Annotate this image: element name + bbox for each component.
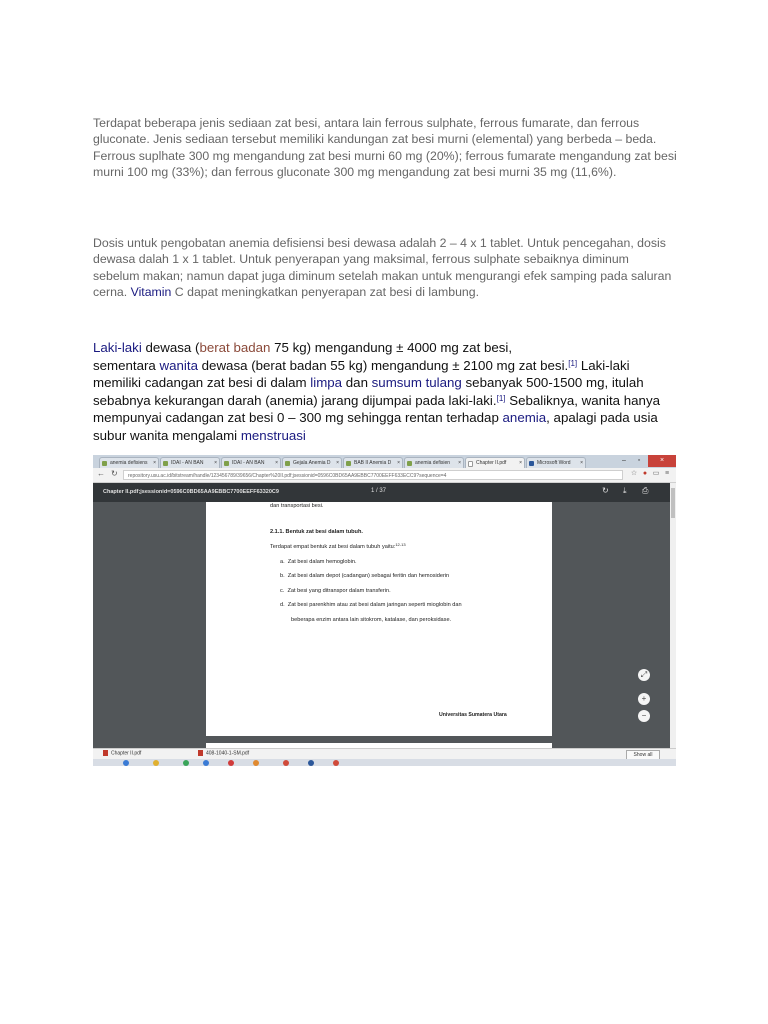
page-footer: Universitas Sumatera Utara (439, 712, 507, 718)
reference-link[interactable]: [1] (568, 358, 578, 368)
star-icon[interactable]: ☆ (630, 470, 638, 477)
intro-reference: 12-13 (395, 542, 406, 547)
text-segment: Sebaliknya, wanita hanya mempunyai cadangan zat besi 0 – 300 mg sehingga rentan terhadap (93, 392, 660, 425)
rotate-icon[interactable]: ↻ (602, 486, 609, 495)
print-icon[interactable]: ⎙ (642, 486, 649, 495)
taskbar-app-icon[interactable] (333, 760, 339, 766)
tab-label: Gejala Anemia D (293, 460, 331, 466)
tab-close-icon[interactable]: × (458, 460, 461, 466)
url-input[interactable]: repository.usu.ac.id/bitstream/handle/123456789/39656/Chapter%20II.pdf;jsessionid=0596C0BD65AA9EBBC7700EEFF633ECC9?sequence=4 (123, 470, 623, 480)
text-segment: , apalagi pada usia subur wanita mengalami (93, 410, 658, 443)
pdf-scrollbar[interactable] (670, 483, 676, 752)
taskbar-app-icon[interactable] (153, 760, 159, 766)
link-vitamin[interactable]: Vitamin (130, 284, 172, 299)
list-item-b (280, 573, 449, 579)
browser-tab-active[interactable] (465, 457, 525, 468)
browser-tab[interactable] (99, 457, 159, 468)
tab-favicon (224, 461, 229, 466)
text-segment: sebanyak 500-1500 mg, itulah sebabnya kekurangan darah (anemia) jarang dijumpai pada laki-laki. (93, 375, 644, 408)
browser-tab[interactable] (282, 457, 342, 468)
pdf-file-title: Chapter II.pdf;jsessionid=0596C0BD65AA9EBBC7700EEFF63320C9 (103, 489, 279, 495)
tab-close-icon[interactable]: × (214, 460, 217, 466)
taskbar-app-icon[interactable] (283, 760, 289, 766)
download-filename: 408-1040-1-SM.pdf (206, 750, 250, 757)
browser-tab[interactable] (221, 457, 281, 468)
link-laki-laki[interactable]: Laki-laki (93, 340, 142, 355)
link-sumsum-tulang[interactable]: sumsum tulang (371, 375, 462, 390)
browser-address-bar (93, 468, 676, 483)
section-heading: 2.1.1. Bentuk zat besi dalam tubuh. (270, 529, 363, 535)
text-segment: dewasa ( (141, 340, 200, 355)
list-item-c (280, 588, 391, 594)
pdf-file-icon (103, 750, 108, 756)
browser-tab[interactable] (404, 457, 464, 468)
download-icon[interactable]: ⤓ (623, 486, 627, 495)
fit-page-icon[interactable]: ⤢ (638, 669, 650, 681)
zoom-in-icon[interactable]: + (638, 693, 650, 705)
tab-favicon (468, 461, 473, 467)
tab-label: anemia defisien (415, 460, 451, 466)
taskbar-app-icon[interactable] (183, 760, 189, 766)
list-item-text: Zat besi dalam depot (cadangan) sebagai feritin dan hemosiderin (287, 573, 450, 579)
download-filename: Chapter II.pdf (111, 750, 142, 757)
browser-tab[interactable] (160, 457, 220, 468)
tab-favicon (102, 461, 107, 466)
tab-close-icon[interactable]: × (580, 460, 583, 466)
pdf-page (206, 502, 552, 736)
text-segment: 75 kg) mengandung ± 4000 mg zat besi, (270, 340, 513, 355)
page-fragment-text: dan transportasi besi. (270, 503, 324, 509)
link-anemia[interactable]: anemia (502, 410, 547, 425)
pdf-file-icon (198, 750, 203, 756)
tab-favicon (407, 461, 412, 466)
tab-label: IDAI - AN BAN (171, 460, 204, 466)
paragraph-iron-preparations: Terdapat beberapa jenis sediaan zat besi, antara lain ferrous sulphate, ferrous fumarate, dan ferrous gluconate. Jenis sediaan tersebut memiliki kandungan zat besi murni (elemental) yang berbeda – beda. Ferrous suplhate 300 mg mengandung zat besi murni 60 mg (20%); ferrous fumarate mengandung zat besi murni 100 mg (33%); dan ferrous gluconate 300 mg mengandung zat besi murni 35 mg (11,6%). (93, 116, 677, 179)
back-icon[interactable]: ← (97, 469, 105, 478)
tab-close-icon[interactable]: × (336, 460, 339, 466)
show-all-button[interactable]: Show all (626, 750, 660, 760)
dosage-text-a: Dosis untuk pengobatan anemia defisiensi besi dewasa adalah 2 – 4 x 1 tablet. Untuk pencegahan, dosis dewasa dalah 1 x 1 tablet. Untuk penyerapan yang maksimal, ferrous sulphate sebaiknya diminum sebelum makan; namun dapat juga diminum setelah makan untuk mengurangi efek samping pada saluran cerna. (93, 236, 672, 299)
tab-close-icon[interactable]: × (397, 460, 400, 466)
list-item-text: Zat besi parenkhim atau zat besi dalam jaringan seperti mioglobin dan (287, 602, 462, 608)
taskbar-app-icon[interactable] (308, 760, 314, 766)
list-item-d-continued: beberapa enzim antara lain sitokrom, katalase, dan peroksidase. (291, 617, 452, 623)
list-marker: d. (280, 602, 285, 608)
tab-label: BAB II Anemia D (354, 460, 392, 466)
os-taskbar (93, 759, 676, 766)
tab-close-icon[interactable]: × (153, 460, 156, 466)
tab-favicon (346, 461, 351, 466)
pdf-page-indicator: 1 / 37 (371, 488, 387, 494)
taskbar-app-icon[interactable] (123, 760, 129, 766)
list-marker: a. (280, 559, 285, 565)
zoom-out-icon[interactable]: − (638, 710, 650, 722)
text-segment: sementara (93, 357, 160, 373)
tab-close-icon[interactable]: × (519, 460, 522, 466)
menu-icon[interactable]: ≡ (664, 470, 670, 477)
link-limpa[interactable]: limpa (310, 375, 343, 390)
link-wanita[interactable]: wanita (159, 357, 198, 373)
taskbar-app-icon[interactable] (203, 760, 209, 766)
browser-tab[interactable] (343, 457, 403, 468)
browser-tab[interactable] (526, 457, 586, 468)
text-segment: dan (342, 375, 372, 390)
embedded-browser-screenshot (93, 455, 676, 766)
list-marker: b. (280, 573, 285, 579)
pdf-toolbar (93, 483, 670, 502)
browser-tab-bar (93, 455, 676, 468)
reference-1[interactable] (568, 359, 577, 368)
tab-label: Chapter II.pdf (476, 460, 507, 466)
tab-favicon (163, 461, 168, 466)
download-item[interactable] (198, 750, 249, 756)
paragraph-iron-reserves (93, 339, 678, 444)
download-item[interactable] (103, 750, 141, 756)
list-item-d (280, 602, 462, 608)
tab-close-icon[interactable]: × (275, 460, 278, 466)
link-berat-badan[interactable]: berat badan (199, 340, 271, 355)
tab-favicon (529, 461, 534, 466)
paragraph-dosage (93, 235, 678, 300)
taskbar-app-icon[interactable] (228, 760, 234, 766)
tab-label: Microsoft Word (537, 460, 571, 466)
extension-icon[interactable]: ● (642, 470, 648, 477)
list-item-text: Zat besi dalam hemoglobin. (287, 559, 357, 565)
link-menstruasi[interactable]: menstruasi (240, 427, 306, 443)
text-segment: Laki-laki memiliki cadangan zat besi di dalam (93, 357, 630, 390)
reference-link[interactable]: [1] (496, 393, 506, 403)
cast-icon[interactable]: ▭ (652, 470, 660, 477)
reference-2[interactable] (497, 394, 506, 403)
list-item-text: Zat besi yang ditranspor dalam transferin. (287, 588, 391, 594)
tab-favicon (285, 461, 290, 466)
intro-text: Terdapat empat bentuk zat besi dalam tubuh yaitu: (270, 544, 396, 550)
scrollbar-thumb[interactable] (671, 488, 675, 518)
text-segment: dewasa (berat badan 55 kg) mengandung ± 2100 mg zat besi. (197, 357, 569, 373)
minimize-icon[interactable]: – (622, 457, 626, 464)
list-marker: c. (280, 588, 285, 594)
pdf-viewer (93, 483, 670, 752)
tab-label: IDAI - AN BAN (232, 460, 265, 466)
list-item-a (280, 559, 357, 565)
dosage-text-b: C dapat meningkatkan penyerapan zat besi di lambung. (171, 284, 480, 299)
tab-label: anemia defisiens (110, 460, 148, 466)
reload-icon[interactable]: ↻ (111, 469, 118, 478)
taskbar-app-icon[interactable] (253, 760, 259, 766)
window-close-icon[interactable]: × (648, 455, 676, 467)
section-intro (270, 544, 406, 550)
maximize-icon[interactable]: ▫ (637, 457, 641, 464)
